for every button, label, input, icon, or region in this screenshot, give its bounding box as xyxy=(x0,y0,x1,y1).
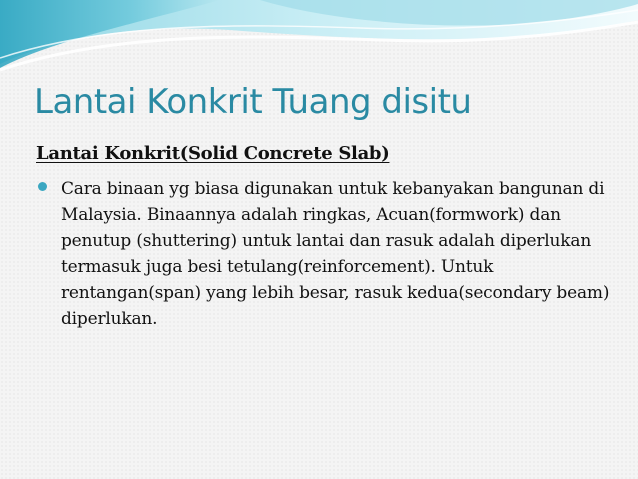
bullet-text: Cara binaan yg biasa digunakan untuk kebanyakan bangunan di Malaysia. Binaannya adalah ringkas, Acuan(formwork) dan penutup (shuttering) untuk lantai dan rasuk adalah diperlukan termasuk juga besi tetulang(reinforcement). Untuk rentangan(span) yang lebih besar, rasuk kedua(secondary beam) diperlukan. xyxy=(61,179,610,329)
slide-title: Lantai Konkrit Tuang disitu xyxy=(34,82,472,122)
bullet-icon xyxy=(38,182,47,191)
bullet-item xyxy=(36,176,626,332)
slide-subheading: Lantai Konkrit(Solid Concrete Slab) xyxy=(36,143,390,164)
decorative-wave-header xyxy=(0,0,638,80)
